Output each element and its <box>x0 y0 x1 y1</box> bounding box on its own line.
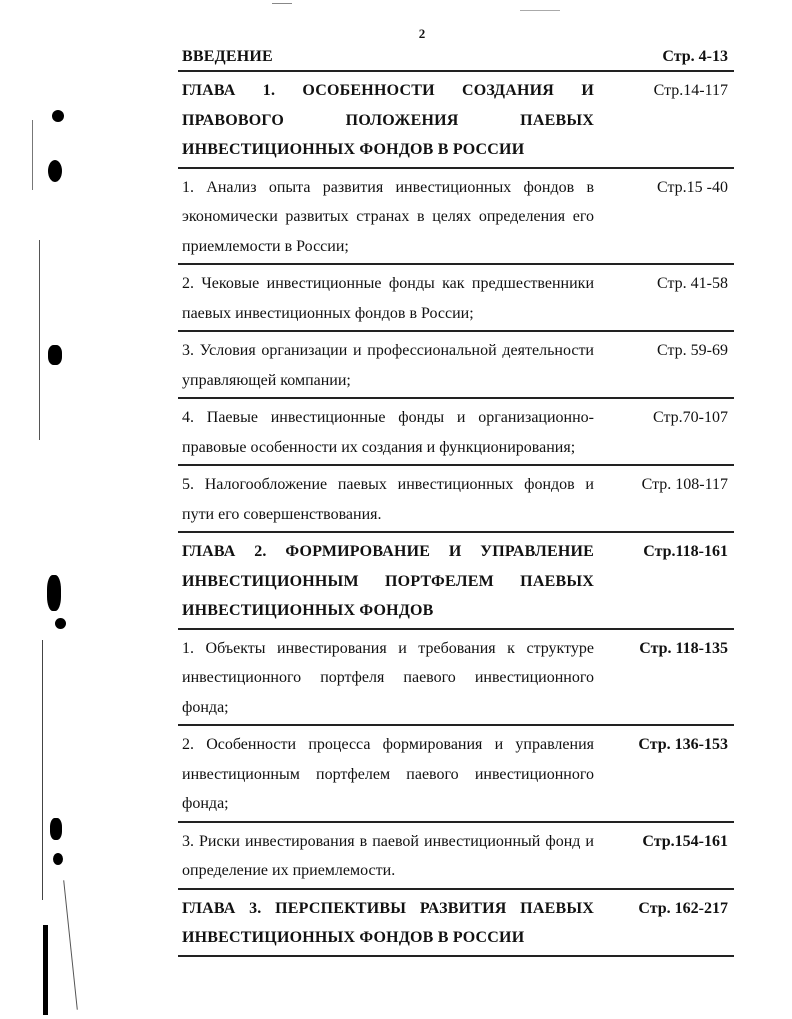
binding-hole-mark <box>48 160 62 182</box>
toc-title: 4. Паевые инвестиционные фонды и организационно-правовые особенности их создания и функционирования; <box>182 409 594 456</box>
table-of-contents <box>178 46 734 957</box>
toc-title: 2. Чековые инвестиционные фонды как предшественники паевых инвестиционных фондов в России; <box>182 275 594 322</box>
scan-artifact-line <box>520 10 560 11</box>
toc-page-range: Стр. 41-58 <box>657 275 728 292</box>
toc-page-range: Стр.14-117 <box>653 82 728 99</box>
toc-title: 3. Риски инвестирования в паевой инвестиционный фонд и определение их приемлемости. <box>182 832 594 879</box>
toc-page-range: Стр.70-107 <box>653 409 728 426</box>
toc-row-chapter <box>178 72 734 169</box>
toc-page-range: Стр.15 -40 <box>657 178 728 196</box>
scan-artifact-line <box>272 3 292 4</box>
toc-page-range: Стр.154-161 <box>642 832 728 850</box>
toc-row-section <box>178 630 734 727</box>
binding-hole-mark <box>53 853 63 865</box>
edge-stripe <box>32 120 33 190</box>
toc-row-section <box>178 823 734 890</box>
edge-stripe <box>39 240 40 440</box>
page-number: 2 <box>418 26 426 41</box>
toc-row-section <box>178 726 734 823</box>
toc-page-range: Стр. 118-135 <box>639 639 728 657</box>
toc-page-range: Стр. 162-217 <box>638 899 728 917</box>
toc-page-range: Стр. 4-13 <box>662 48 728 65</box>
toc-title: ГЛАВА 2. ФОРМИРОВАНИЕ И УПРАВЛЕНИЕ ИНВЕСТИЦИОННЫМ ПОРТФЕЛЕМ ПАЕВЫХ ИНВЕСТИЦИОННЫХ ФОНДОВ <box>182 543 594 619</box>
toc-row-section <box>178 466 734 533</box>
toc-title: 3. Условия организации и профессиональной деятельности управляющей компании; <box>182 342 594 389</box>
edge-mark <box>50 818 62 840</box>
toc-page-range: Стр. 136-153 <box>638 736 728 753</box>
toc-title: 1. Объекты инвестирования и требования к структуре инвестиционного портфеля паевого инвестиционного фонда; <box>182 639 594 716</box>
edge-stripe <box>42 640 43 900</box>
toc-title: 2. Особенности процесса формирования и управления инвестиционным портфелем паевого инвестиционного фонда; <box>182 736 594 812</box>
edge-stripe <box>63 880 78 1009</box>
toc-row-intro <box>178 46 734 72</box>
toc-row-section <box>178 332 734 399</box>
toc-row-section <box>178 399 734 466</box>
binding-hole-mark <box>52 110 64 122</box>
toc-row-chapter <box>178 890 734 957</box>
toc-title: 1. Анализ опыта развития инвестиционных фондов в экономически развитых странах в целях определения его приемлемости в России; <box>182 178 594 255</box>
toc-title: 5. Налогообложение паевых инвестиционных фондов и пути его совершенствования. <box>182 476 594 523</box>
toc-page-range: Стр.118-161 <box>643 543 728 560</box>
edge-stripe <box>43 925 48 1015</box>
toc-page-range: Стр. 59-69 <box>657 342 728 359</box>
binding-hole-mark <box>55 618 66 629</box>
edge-mark <box>48 345 62 365</box>
toc-row-section <box>178 265 734 332</box>
toc-page-range: Стр. 108-117 <box>641 476 728 493</box>
toc-title: ГЛАВА 1. ОСОБЕННОСТИ СОЗДАНИЯ И ПРАВОВОГО ПОЛОЖЕНИЯ ПАЕВЫХ ИНВЕСТИЦИОННЫХ ФОНДОВ В РОССИИ <box>182 82 594 158</box>
edge-mark <box>47 575 61 611</box>
toc-row-chapter <box>178 533 734 630</box>
toc-title: ВВЕДЕНИЕ <box>182 48 273 65</box>
toc-title: ГЛАВА 3. ПЕРСПЕКТИВЫ РАЗВИТИЯ ПАЕВЫХ ИНВЕСТИЦИОННЫХ ФОНДОВ В РОССИИ <box>182 899 594 946</box>
toc-row-section <box>178 169 734 266</box>
